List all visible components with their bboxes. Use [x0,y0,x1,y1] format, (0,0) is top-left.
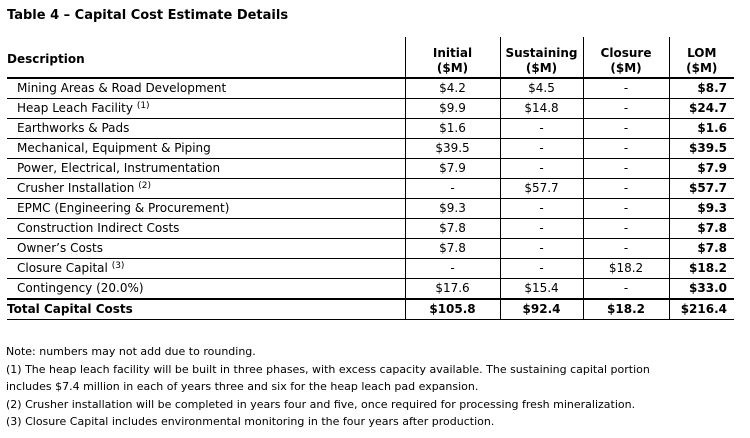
row-lom: $39.5 [669,139,734,159]
footnote-ref: (1) [136,101,150,111]
row-description-text: Mechanical, Equipment & Piping [17,141,211,155]
row-initial: $1.6 [405,119,500,139]
row-description-text: Construction Indirect Costs [17,221,180,235]
row-sustaining: $57.7 [500,179,583,199]
total-sustaining: $92.4 [500,299,583,320]
row-lom: $7.8 [669,219,734,239]
row-sustaining: - [500,199,583,219]
row-closure: - [583,139,669,159]
row-sustaining: $15.4 [500,279,583,300]
row-closure: - [583,199,669,219]
row-description [7,119,405,139]
total-closure: $18.2 [583,299,669,320]
row-description-text: Mining Areas & Road Development [17,81,227,95]
header-sustaining-line2: ($M) [525,61,558,75]
total-initial: $105.8 [405,299,500,320]
row-lom: $24.7 [669,99,734,119]
row-description [7,219,405,239]
row-description [7,279,405,300]
footnote-line: (2) Crusher installation will be completed in years four and five, once required for processing fresh mineralization. [6,397,636,411]
row-initial: $17.6 [405,279,500,300]
row-sustaining: - [500,139,583,159]
row-closure: - [583,119,669,139]
row-closure: $18.2 [583,259,669,279]
header-initial [405,37,500,78]
row-lom: $1.6 [669,119,734,139]
table-row [7,99,734,119]
total-lom: $216.4 [669,299,734,320]
table-row [7,78,734,99]
header-lom-line1: LOM [687,46,717,60]
row-initial: $9.3 [405,199,500,219]
footnote-line: (1) The heap leach facility will be built in three phases, with excess capacity available. The sustaining capital portion [6,362,650,376]
row-description [7,78,405,99]
row-description-text: EPMC (Engineering & Procurement) [17,201,230,215]
header-initial-line1: Initial [432,46,473,60]
table-row [7,239,734,259]
header-closure-line1: Closure [600,46,652,60]
row-description-text: Heap Leach Facility [17,101,133,115]
header-initial-line2: ($M) [436,61,469,75]
row-closure: - [583,179,669,199]
row-description-text: Crusher Installation [17,181,135,195]
row-closure: - [583,219,669,239]
footnote-ref: (3) [111,261,125,271]
header-sustaining [500,37,583,78]
row-initial: $7.8 [405,239,500,259]
row-closure: - [583,239,669,259]
row-closure: - [583,159,669,179]
table-row [7,259,734,279]
row-lom: $57.7 [669,179,734,199]
header-row [7,37,734,78]
row-description [7,179,405,199]
footnote-ref: (2) [138,181,151,191]
row-description [7,239,405,259]
row-lom: $33.0 [669,279,734,300]
total-row [7,299,734,320]
header-lom-line2: ($M) [686,61,718,75]
row-description [7,139,405,159]
row-closure: - [583,99,669,119]
table-title: Table 4 – Capital Cost Estimate Details [7,8,289,23]
row-lom: $7.8 [669,239,734,259]
row-sustaining: - [500,159,583,179]
row-sustaining: - [500,239,583,259]
row-sustaining: $14.8 [500,99,583,119]
header-closure-line2: ($M) [610,61,642,75]
row-sustaining: - [500,219,583,239]
row-description-text: Contingency (20.0%) [17,281,144,295]
footnote-line: Note: numbers may not add due to rounding. [6,345,256,358]
table-row [7,179,734,199]
row-closure: - [583,78,669,99]
header-lom [669,37,734,78]
row-sustaining: - [500,259,583,279]
row-lom: $8.7 [669,78,734,99]
row-description-text: Owner’s Costs [17,241,103,255]
row-sustaining: - [500,119,583,139]
row-description-text: Closure Capital [17,261,108,275]
row-description-text: Power, Electrical, Instrumentation [17,161,221,175]
total-description: Total Capital Costs [7,299,405,320]
row-initial: $7.9 [405,159,500,179]
row-initial: $9.9 [405,99,500,119]
row-closure: - [583,279,669,300]
header-closure [583,37,669,78]
row-description [7,199,405,219]
row-initial: $4.2 [405,78,500,99]
footnote-line: (3) Closure Capital includes environmental monitoring in the four years after production. [6,415,495,428]
row-lom: $7.9 [669,159,734,179]
footnote-line: includes $7.4 million in each of years three and six for the heap leach pad expansion. [6,380,479,393]
table-row [7,219,734,239]
table-row [7,119,734,139]
table-row [7,279,734,300]
row-initial: - [405,259,500,279]
row-initial: $7.8 [405,219,500,239]
row-description [7,159,405,179]
footnotes [6,343,744,431]
table-row [7,139,734,159]
table-row [7,159,734,179]
table-row [7,199,734,219]
row-sustaining: $4.5 [500,78,583,99]
row-description-text: Earthworks & Pads [17,121,130,135]
header-description: Description [7,37,405,78]
row-description [7,99,405,119]
row-description [7,259,405,279]
header-sustaining-line1: Sustaining [505,46,578,60]
capital-cost-table [7,37,734,320]
row-initial: $39.5 [405,139,500,159]
row-initial: - [405,179,500,199]
row-lom: $9.3 [669,199,734,219]
row-lom: $18.2 [669,259,734,279]
